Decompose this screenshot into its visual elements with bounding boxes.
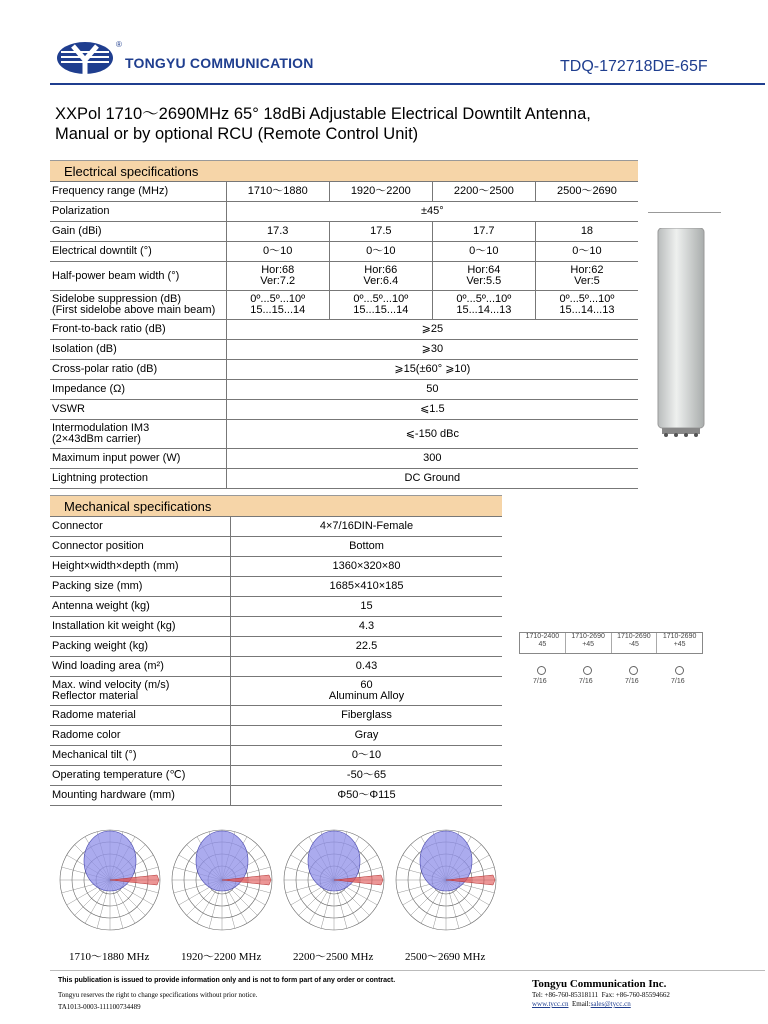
connector-icon xyxy=(675,666,684,675)
spec-label: Electrical downtilt (°) xyxy=(50,242,226,262)
spec-value: -50～65 xyxy=(231,766,503,786)
spec-value: 1710～1880 xyxy=(226,182,329,202)
model-number: TDQ-172718DE-65F xyxy=(560,58,708,75)
spec-value: 1685×410×185 xyxy=(231,577,503,597)
spec-row xyxy=(50,320,638,340)
port-label: 1710-2400 45 xyxy=(525,633,560,648)
spec-value: 0～10 xyxy=(329,242,432,262)
antenna-image xyxy=(650,228,712,440)
spec-value: 0º...5º...10º 15...15...14 xyxy=(329,291,432,320)
spec-row xyxy=(50,766,502,786)
port-label: 1710-2690 +45 xyxy=(656,633,702,653)
spec-row xyxy=(50,380,638,400)
footer-reserve: Tongyu reserves the right to change specifications without prior notice. xyxy=(58,991,258,999)
spec-value: 0～10 xyxy=(432,242,535,262)
connector-icon xyxy=(537,666,546,675)
polar-pattern xyxy=(55,825,165,935)
footer-divider xyxy=(50,970,765,971)
spec-label: Mounting hardware (mm) xyxy=(50,786,231,806)
spec-value: 1360×320×80 xyxy=(231,557,503,577)
connector-icon xyxy=(629,666,638,675)
pattern-caption: 1920～2200 MHz xyxy=(181,951,262,963)
side-divider xyxy=(648,212,721,213)
port-label: 1710-2690 +45 xyxy=(565,633,611,653)
spec-label: Intermodulation IM3 (2×43dBm carrier) xyxy=(50,420,226,449)
spec-value: 17.7 xyxy=(432,222,535,242)
spec-row xyxy=(50,657,502,677)
spec-value: 4×7/16DIN-Female xyxy=(231,517,503,537)
spec-value: 0º...5º...10º 15...14...13 xyxy=(535,291,638,320)
spec-row xyxy=(50,360,638,380)
website-link[interactable]: www.tycc.cn xyxy=(532,1000,569,1008)
spec-row xyxy=(50,597,502,617)
spec-value: 2200～2500 xyxy=(432,182,535,202)
spec-label: Half-power beam width (°) xyxy=(50,262,226,291)
company-name: TONGYU COMMUNICATION xyxy=(125,55,314,71)
spec-value: 17.5 xyxy=(329,222,432,242)
page-title: XXPol 1710～2690MHz 65° 18dBi Adjustable Electrical Downtilt Antenna, Manual or by optional RCU (Remote Control Unit) xyxy=(55,105,591,143)
polar-pattern xyxy=(167,825,277,935)
spec-label: Height×width×depth (mm) xyxy=(50,557,231,577)
spec-label: Wind loading area (m²) xyxy=(50,657,231,677)
pattern-caption: 2200～2500 MHz xyxy=(293,951,374,963)
connector-type-label: 7/16 xyxy=(671,678,685,685)
spec-label: Frequency range (MHz) xyxy=(50,182,226,202)
radiation-patterns xyxy=(55,825,505,965)
spec-label: Gain (dBi) xyxy=(50,222,226,242)
header-divider xyxy=(50,83,765,85)
spec-value: Bottom xyxy=(231,537,503,557)
spec-value: 1920～2200 xyxy=(329,182,432,202)
spec-label: Radome color xyxy=(50,726,231,746)
footer-contact: Tel: +86-760-85318111 Fax: +86-760-85594662 xyxy=(532,991,670,999)
spec-value: 0～10 xyxy=(231,746,503,766)
spec-row xyxy=(50,577,502,597)
spec-value: 15 xyxy=(231,597,503,617)
electrical-heading: Electrical specifications xyxy=(50,161,638,182)
spec-value: Φ50～Φ115 xyxy=(231,786,503,806)
spec-label: Front-to-back ratio (dB) xyxy=(50,320,226,340)
spec-value: ⩾25 xyxy=(226,320,638,340)
spec-value: ⩾30 xyxy=(226,340,638,360)
spec-row xyxy=(50,202,638,222)
spec-row xyxy=(50,291,638,320)
footer-doc-id: TA1013-0003-111100734489 xyxy=(58,1003,141,1011)
port-label: 1710-2690 -45 xyxy=(611,633,657,653)
spec-label: Maximum input power (W) xyxy=(50,449,226,469)
footer-company: Tongyu Communication Inc. xyxy=(532,978,667,990)
mechanical-heading: Mechanical specifications xyxy=(50,496,502,517)
spec-row xyxy=(50,726,502,746)
spec-row xyxy=(50,262,638,291)
mechanical-spec-table xyxy=(50,495,502,806)
connector-type-label: 7/16 xyxy=(533,678,547,685)
spec-value: ±45° xyxy=(226,202,638,222)
spec-label: Connector position xyxy=(50,537,231,557)
spec-label: Lightning protection xyxy=(50,469,226,489)
connector-type-label: 7/16 xyxy=(579,678,593,685)
spec-label: Connector xyxy=(50,517,231,537)
spec-row xyxy=(50,617,502,637)
pattern-caption: 1710～1880 MHz xyxy=(69,951,150,963)
spec-value: DC Ground xyxy=(226,469,638,489)
electrical-spec-table xyxy=(50,160,638,489)
spec-row xyxy=(50,637,502,657)
spec-label: Packing size (mm) xyxy=(50,577,231,597)
polar-pattern xyxy=(391,825,501,935)
spec-row xyxy=(50,557,502,577)
spec-value: 2500～2690 xyxy=(535,182,638,202)
spec-value: 300 xyxy=(226,449,638,469)
polar-pattern xyxy=(279,825,389,935)
spec-value: 22.5 xyxy=(231,637,503,657)
spec-row xyxy=(50,182,638,202)
spec-value: ⩽-150 dBc xyxy=(226,420,638,449)
spec-value: Hor:66 Ver:6.4 xyxy=(329,262,432,291)
spec-row xyxy=(50,340,638,360)
connector-type-label: 7/16 xyxy=(625,678,639,685)
spec-label: Polarization xyxy=(50,202,226,222)
spec-value: Hor:68 Ver:7.2 xyxy=(226,262,329,291)
spec-row xyxy=(50,469,638,489)
spec-label: Max. wind velocity (m/s) Reflector material xyxy=(50,677,231,706)
footer-web: www.tycc.cn Email:sales@tycc.cn xyxy=(532,1000,631,1008)
spec-value: Gray xyxy=(231,726,503,746)
spec-label: Installation kit weight (kg) xyxy=(50,617,231,637)
spec-row xyxy=(50,222,638,242)
spec-value: 0º...5º...10º 15...15...14 xyxy=(226,291,329,320)
spec-label: Mechanical tilt (°) xyxy=(50,746,231,766)
spec-row xyxy=(50,706,502,726)
spec-label: VSWR xyxy=(50,400,226,420)
spec-label: Cross-polar ratio (dB) xyxy=(50,360,226,380)
spec-label: Sidelobe suppression (dB) (First sidelobe above main beam) xyxy=(50,291,226,320)
footer-disclaimer: This publication is issued to provide information only and is not to form part of any order or contract. xyxy=(58,977,396,984)
spec-label: Packing weight (kg) xyxy=(50,637,231,657)
spec-row xyxy=(50,537,502,557)
spec-label: Operating temperature (℃) xyxy=(50,766,231,786)
connector-icon xyxy=(583,666,592,675)
spec-row xyxy=(50,400,638,420)
spec-value: Fiberglass xyxy=(231,706,503,726)
spec-row xyxy=(50,449,638,469)
spec-value: Hor:64 Ver:5.5 xyxy=(432,262,535,291)
spec-value: 0～10 xyxy=(535,242,638,262)
pattern-caption: 2500～2690 MHz xyxy=(405,951,486,963)
spec-value: 4.3 xyxy=(231,617,503,637)
spec-label: Impedance (Ω) xyxy=(50,380,226,400)
spec-label: Radome material xyxy=(50,706,231,726)
spec-value: 17.3 xyxy=(226,222,329,242)
spec-label: Isolation (dB) xyxy=(50,340,226,360)
tongyu-logo xyxy=(55,38,121,78)
spec-value: 0.43 xyxy=(231,657,503,677)
spec-value: 0º...5º...10º 15...14...13 xyxy=(432,291,535,320)
spec-label: Antenna weight (kg) xyxy=(50,597,231,617)
email-link[interactable]: sales@tycc.cn xyxy=(590,1000,631,1008)
connector-diagram xyxy=(519,632,701,692)
registered-mark: ® xyxy=(116,40,122,49)
spec-row xyxy=(50,242,638,262)
spec-value: Hor:62 Ver:5 xyxy=(535,262,638,291)
spec-value: 50 xyxy=(226,380,638,400)
spec-value: 0～10 xyxy=(226,242,329,262)
connector-band-box xyxy=(519,632,703,654)
spec-row xyxy=(50,420,638,449)
spec-value: 60 Aluminum Alloy xyxy=(231,677,503,706)
spec-value: ⩾15(±60° ⩾10) xyxy=(226,360,638,380)
spec-value: 18 xyxy=(535,222,638,242)
spec-row xyxy=(50,517,502,537)
spec-row xyxy=(50,746,502,766)
spec-value: ⩽1.5 xyxy=(226,400,638,420)
spec-row xyxy=(50,786,502,806)
spec-row xyxy=(50,677,502,706)
